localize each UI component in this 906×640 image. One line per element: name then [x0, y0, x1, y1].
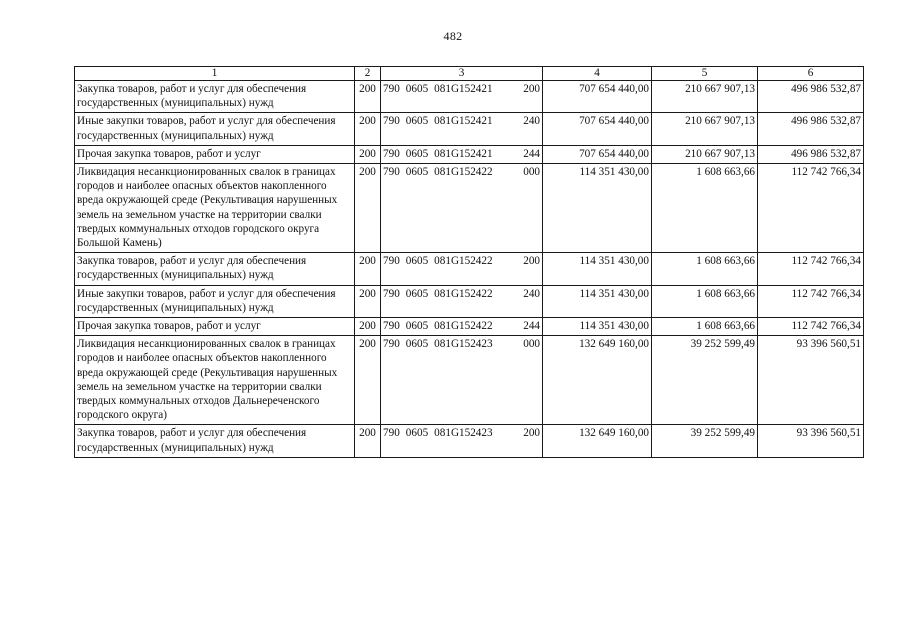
row-name-cell: Прочая закупка товаров, работ и услуг [75, 145, 355, 163]
column-header-4: 4 [543, 67, 652, 81]
row-col6-cell: 93 396 560,51 [758, 425, 864, 457]
row-col4-cell: 114 351 430,00 [543, 285, 652, 317]
code-target: 081G152421 [434, 115, 493, 128]
row-col5-cell: 1 608 663,66 [652, 318, 758, 336]
code-target: 081G152421 [434, 83, 493, 95]
table-row [75, 336, 864, 425]
row-col6-cell: 496 986 532,87 [758, 113, 864, 145]
table-row [75, 425, 864, 457]
code-expense-type: 200 [523, 255, 540, 268]
row-col4-cell: 707 654 440,00 [543, 145, 652, 163]
row-code-cell [381, 164, 543, 253]
code-ministry: 790 [383, 255, 400, 268]
code-section: 0605 [405, 320, 429, 333]
row-name-cell: Ликвидация несанкционированных свалок в границах городов и наиболее опасных объектов накопленного вреда окружающей среде (Рекультивация нарушенных земель на земельном участке на территории свалки твердых коммунальных отходов городского округа Большой Камень) [75, 164, 355, 253]
code-section: 0605 [405, 83, 429, 95]
row-code-cell [381, 336, 543, 425]
code-target: 081G152423 [434, 427, 493, 440]
row-col5-cell: 1 608 663,66 [652, 285, 758, 317]
row-col5-cell: 210 667 907,13 [652, 81, 758, 113]
row-col5-cell: 39 252 599,49 [652, 336, 758, 425]
code-section: 0605 [405, 427, 429, 440]
row-col5-cell: 1 608 663,66 [652, 164, 758, 253]
budget-table [74, 66, 864, 458]
code-section: 0605 [405, 166, 429, 179]
row-code-cell [381, 145, 543, 163]
code-section: 0605 [405, 255, 429, 268]
row-col4-cell: 132 649 160,00 [543, 336, 652, 425]
code-expense-type: 240 [523, 115, 540, 128]
code-section: 0605 [405, 338, 429, 351]
row-code-cell [381, 113, 543, 145]
row-name-cell: Закупка товаров, работ и услуг для обеспечения государственных (муниципальных) нужд [75, 81, 355, 113]
row-col6-cell: 112 742 766,34 [758, 253, 864, 285]
code-expense-type: 200 [523, 427, 540, 440]
table-row [75, 164, 864, 253]
table-body [75, 81, 864, 458]
row-col2-cell: 200 [355, 113, 381, 145]
code-expense-type: 244 [523, 320, 540, 333]
code-target: 081G152421 [434, 147, 493, 160]
table-row [75, 285, 864, 317]
row-col2-cell: 200 [355, 164, 381, 253]
code-target: 081G152422 [434, 287, 493, 300]
code-ministry: 790 [383, 338, 400, 351]
row-col4-cell: 132 649 160,00 [543, 425, 652, 457]
row-name-cell: Ликвидация несанкционированных свалок в границах городов и наиболее опасных объектов накопленного вреда окружающей среде (Рекультивация нарушенных земель на земельном участке на территории свалки твердых коммунальных отходов Дальнереченского городского округа) [75, 336, 355, 425]
row-name-cell: Закупка товаров, работ и услуг для обеспечения государственных (муниципальных) нужд [75, 425, 355, 457]
code-section: 0605 [405, 287, 429, 300]
row-col5-cell: 210 667 907,13 [652, 113, 758, 145]
row-col2-cell: 200 [355, 145, 381, 163]
code-ministry: 790 [383, 166, 400, 179]
row-name-cell: Прочая закупка товаров, работ и услуг [75, 318, 355, 336]
code-expense-type: 200 [523, 83, 540, 95]
code-expense-type: 000 [523, 166, 540, 179]
row-name-cell: Иные закупки товаров, работ и услуг для обеспечения государственных (муниципальных) нужд [75, 113, 355, 145]
row-col2-cell: 200 [355, 318, 381, 336]
row-code-cell [381, 285, 543, 317]
table-row [75, 253, 864, 285]
code-target: 081G152422 [434, 320, 493, 333]
table-row [75, 145, 864, 163]
code-expense-type: 000 [523, 338, 540, 351]
column-header-2: 2 [355, 67, 381, 81]
row-col6-cell: 496 986 532,87 [758, 145, 864, 163]
row-code-cell [381, 425, 543, 457]
code-ministry: 790 [383, 147, 400, 160]
row-col5-cell: 210 667 907,13 [652, 145, 758, 163]
code-ministry: 790 [383, 320, 400, 333]
row-col4-cell: 114 351 430,00 [543, 318, 652, 336]
column-header-1: 1 [75, 67, 355, 81]
code-ministry: 790 [383, 83, 400, 95]
code-target: 081G152423 [434, 338, 493, 351]
code-target: 081G152422 [434, 166, 493, 179]
row-col6-cell: 93 396 560,51 [758, 336, 864, 425]
row-code-cell [381, 318, 543, 336]
row-code-cell [381, 253, 543, 285]
header-row [75, 67, 864, 81]
row-col4-cell: 707 654 440,00 [543, 81, 652, 113]
table-row [75, 318, 864, 336]
code-section: 0605 [405, 115, 429, 128]
code-section: 0605 [405, 147, 429, 160]
code-expense-type: 244 [523, 147, 540, 160]
row-col6-cell: 496 986 532,87 [758, 81, 864, 113]
row-col6-cell: 112 742 766,34 [758, 318, 864, 336]
row-col2-cell: 200 [355, 425, 381, 457]
code-ministry: 790 [383, 287, 400, 300]
table-row [75, 113, 864, 145]
row-col2-cell: 200 [355, 285, 381, 317]
page-number: 482 [443, 29, 463, 43]
table-row [75, 81, 864, 113]
row-code-cell [381, 81, 543, 113]
row-col6-cell: 112 742 766,34 [758, 285, 864, 317]
row-col5-cell: 39 252 599,49 [652, 425, 758, 457]
row-col2-cell: 200 [355, 81, 381, 113]
column-header-5: 5 [652, 67, 758, 81]
column-header-6: 6 [758, 67, 864, 81]
column-header-3: 3 [381, 67, 543, 81]
row-col2-cell: 200 [355, 253, 381, 285]
row-col4-cell: 114 351 430,00 [543, 253, 652, 285]
code-ministry: 790 [383, 115, 400, 128]
code-expense-type: 240 [523, 287, 540, 300]
row-col2-cell: 200 [355, 336, 381, 425]
code-target: 081G152422 [434, 255, 493, 268]
row-name-cell: Иные закупки товаров, работ и услуг для обеспечения государственных (муниципальных) нужд [75, 285, 355, 317]
row-name-cell: Закупка товаров, работ и услуг для обеспечения государственных (муниципальных) нужд [75, 253, 355, 285]
code-ministry: 790 [383, 427, 400, 440]
row-col6-cell: 112 742 766,34 [758, 164, 864, 253]
row-col4-cell: 114 351 430,00 [543, 164, 652, 253]
row-col5-cell: 1 608 663,66 [652, 253, 758, 285]
row-col4-cell: 707 654 440,00 [543, 113, 652, 145]
